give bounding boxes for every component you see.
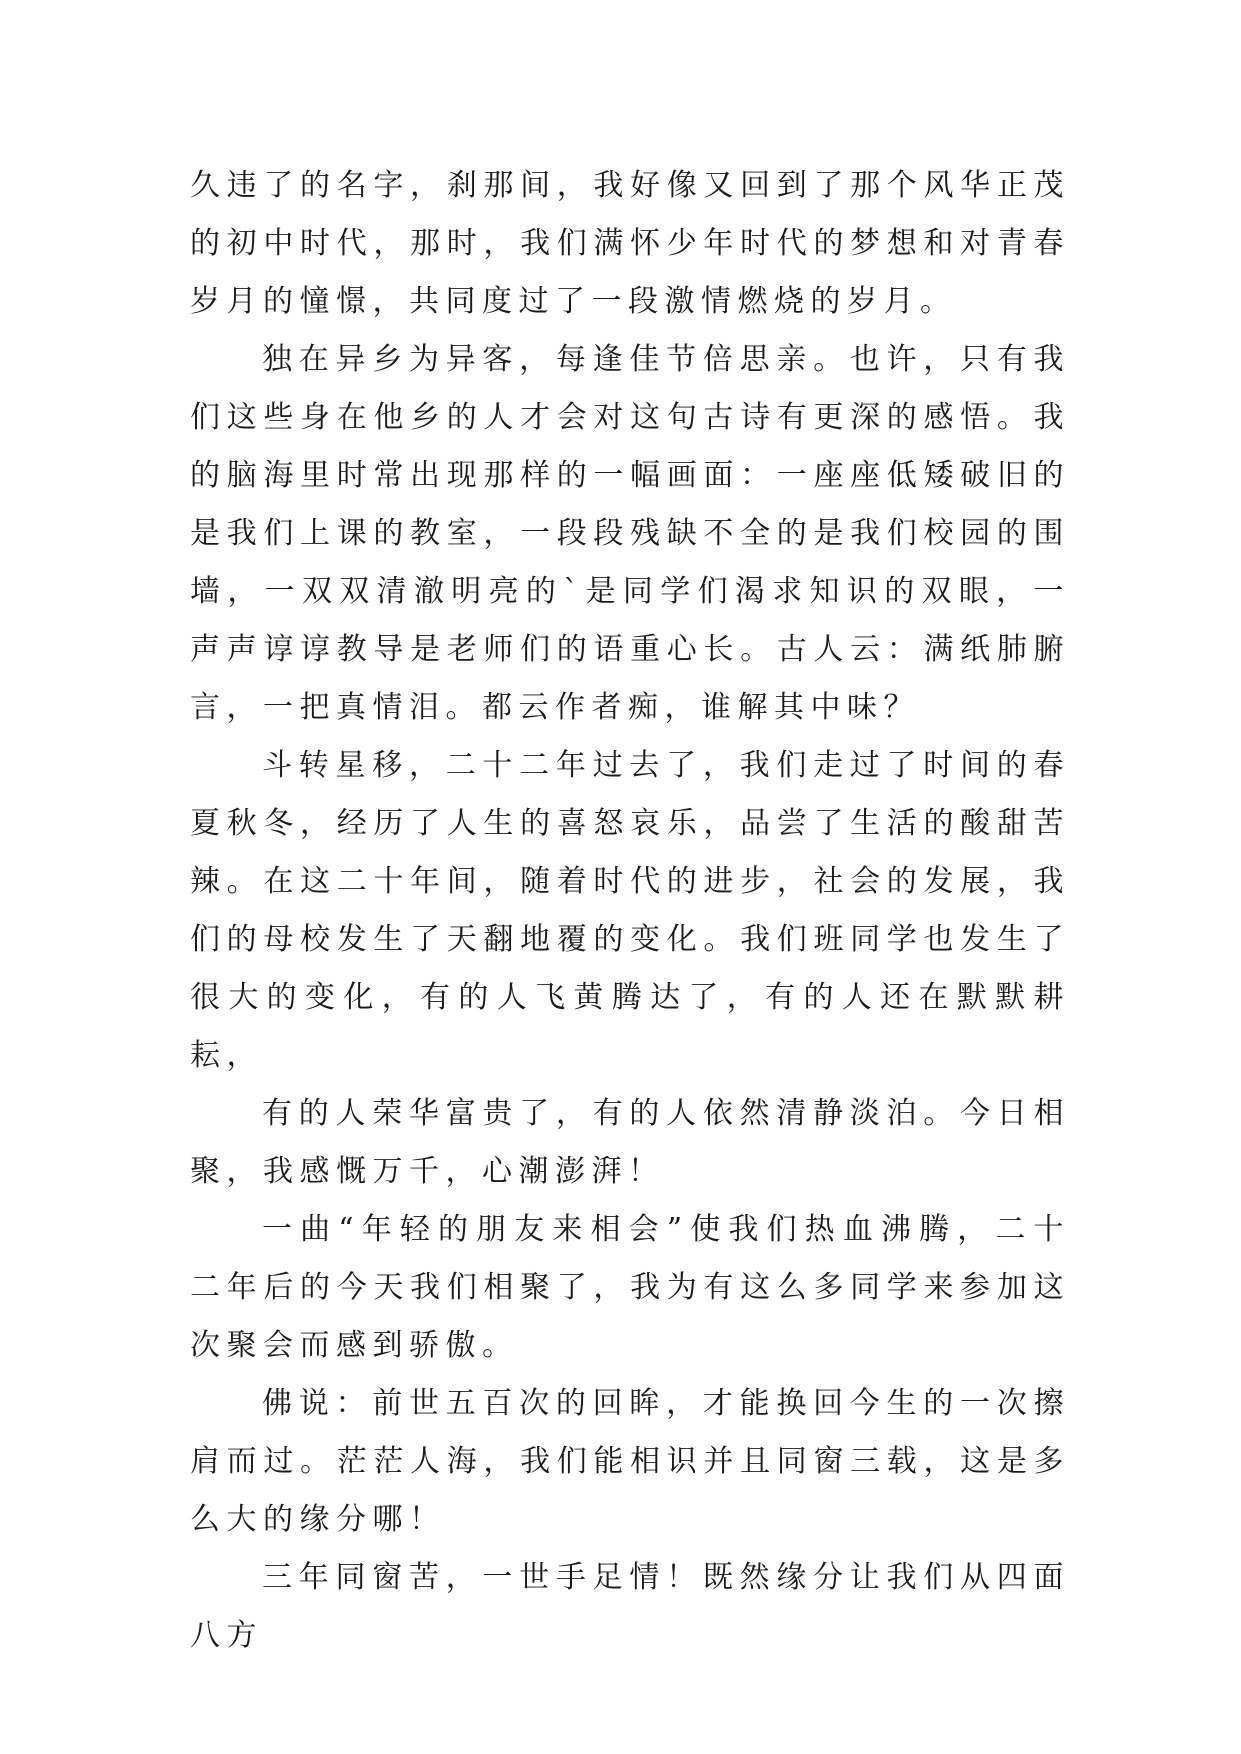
- paragraph-2: 独在异乡为异客，每逢佳节倍思亲。也许，只有我们这些身在他乡的人才会对这句古诗有更深的感悟。我的脑海里时常出现那样的一幅画面：一座座低矮破旧的是我们上课的教室，一段段残缺不全的是我们校园的围墙，一双双清澈明亮的`是同学们渴求知识的双眼，一声声谆谆教导是老师们的语重心长。古人云：满纸肺腑言，一把真情泪。都云作者痴，谁解其中味？: [190, 342, 1070, 725]
- document-body: [190, 157, 1070, 1665]
- paragraph-1: 久违了的名字，刹那间，我好像又回到了那个风华正茂的初中时代，那时，我们满怀少年时代的梦想和对青春岁月的憧憬，共同度过了一段激情燃烧的岁月。: [190, 168, 1070, 319]
- paragraph-7: 三年同窗苦，一世手足情！既然缘分让我们从四面八方: [190, 1560, 1070, 1653]
- paragraph-4: 有的人荣华富贵了，有的人依然清静淡泊。今日相聚，我感慨万千，心潮澎湃！: [190, 1096, 1070, 1189]
- paragraph-3: 斗转星移，二十二年过去了，我们走过了时间的春夏秋冬，经历了人生的喜怒哀乐，品尝了生活的酸甜苦辣。在这二十年间，随着时代的进步，社会的发展，我们的母校发生了天翻地覆的变化。我们班同学也发生了很大的变化，有的人飞黄腾达了，有的人还在默默耕耘，: [190, 748, 1070, 1073]
- paragraph-5: 一曲“年轻的朋友来相会”使我们热血沸腾，二十二年后的今天我们相聚了，我为有这么多同学来参加这次聚会而感到骄傲。: [190, 1212, 1070, 1363]
- paragraph-6: 佛说：前世五百次的回眸，才能换回今生的一次擦肩而过。茫茫人海，我们能相识并且同窗三载，这是多么大的缘分哪！: [190, 1386, 1070, 1537]
